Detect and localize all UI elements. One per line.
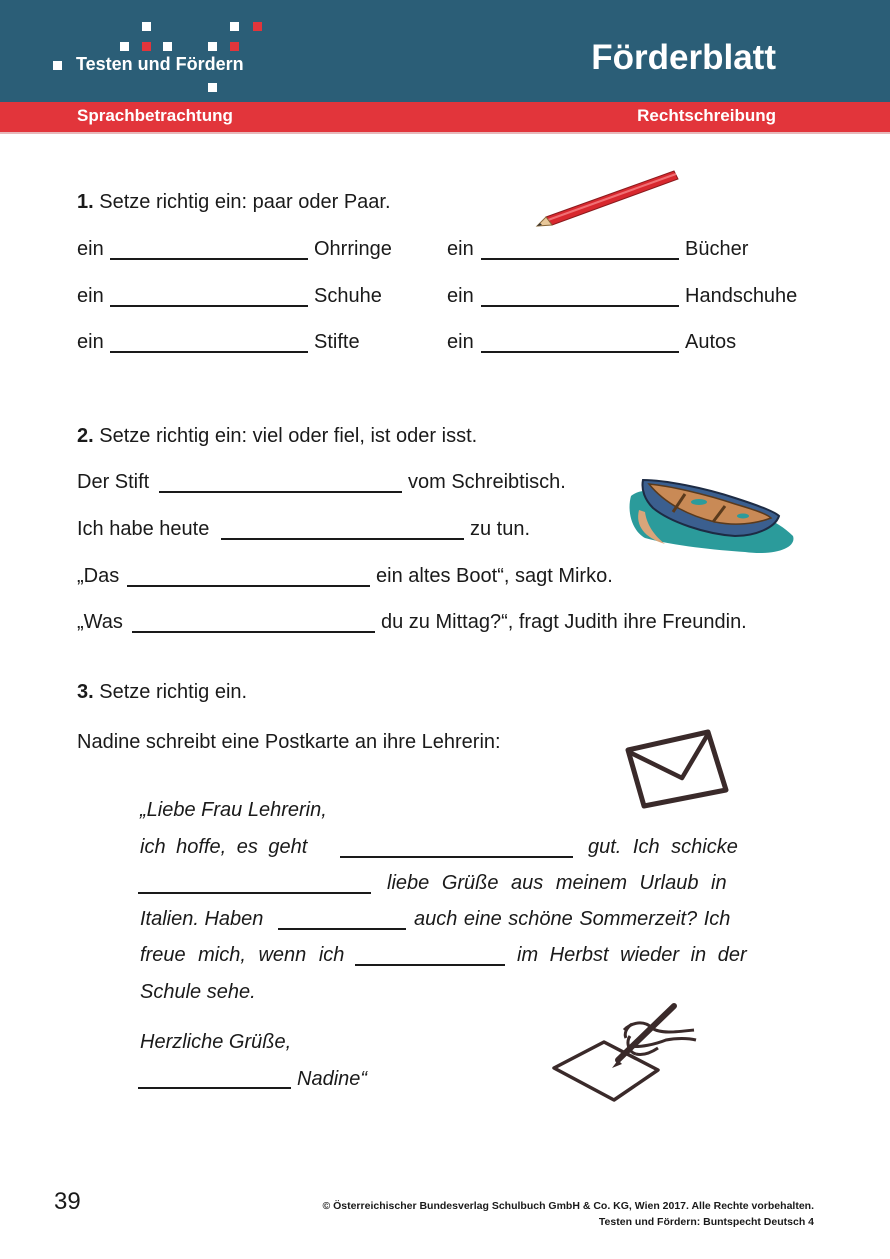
letter-blank2[interactable] <box>138 892 371 894</box>
letter-line1-b: gut. Ich schicke <box>588 836 738 858</box>
page-title: Förderblatt <box>591 38 776 77</box>
letter-line2: liebe Grüße aus meinem Urlaub in <box>387 872 727 894</box>
letter-line1-a: ich hoffe, es geht <box>140 836 308 858</box>
task2-s4-blank[interactable] <box>132 631 375 633</box>
task1-row2-right-blank[interactable] <box>481 305 679 307</box>
task1-row3-right-noun: Autos <box>685 331 737 353</box>
task2-s1-before: Der Stift <box>77 471 150 493</box>
task1-row3-left-noun: Stifte <box>314 331 360 353</box>
task2-s4-after: du zu Mittag?“, fragt Judith ihre Freundin. <box>381 611 747 633</box>
task3-number: 3. <box>77 681 94 703</box>
page-number: 39 <box>54 1188 81 1215</box>
logo-mark <box>0 0 300 100</box>
task2-s2-before: Ich habe heute <box>77 518 210 540</box>
task1-row3-right-article: ein <box>447 331 474 353</box>
subject-left: Sprachbetrachtung <box>77 106 233 125</box>
task1-row1-left-noun: Ohrringe <box>314 238 392 260</box>
letter-line4-b: im Herbst wieder in der <box>517 944 747 966</box>
task1-row1-right-noun: Bücher <box>685 238 749 260</box>
task1-row3-right-blank[interactable] <box>481 351 679 353</box>
task1-row1-left-blank[interactable] <box>110 258 308 260</box>
task2-s3-blank[interactable] <box>127 585 370 587</box>
task1-row2-right-noun: Handschuhe <box>685 285 798 307</box>
letter-closing: Herzliche Grüße, <box>140 1031 292 1053</box>
task1-number: 1. <box>77 191 94 213</box>
letter-blank1[interactable] <box>340 856 573 858</box>
task1-row2-right-article: ein <box>447 285 474 307</box>
task2-s2-blank[interactable] <box>221 538 464 540</box>
letter-salutation: „Liebe Frau Lehrerin, <box>140 799 327 821</box>
series-text: Testen und Fördern: Buntspecht Deutsch 4 <box>598 1216 814 1228</box>
task1-row2-left-article: ein <box>77 285 104 307</box>
logo-text: Testen und Fördern <box>76 54 244 74</box>
task2-s2-after: zu tun. <box>470 518 531 540</box>
task3-intro: Nadine schreibt eine Postkarte an ihre Lehrerin: <box>77 731 501 753</box>
logo-square <box>53 61 62 70</box>
task1-row1-right-article: ein <box>447 238 474 260</box>
envelope-icon <box>622 726 732 812</box>
task1-row2-left-blank[interactable] <box>110 305 308 307</box>
copyright-text: © Österreichischer Bundesverlag Schulbuch GmbH & Co. KG, Wien 2017. Alle Rechte vorbehalten. <box>322 1200 814 1212</box>
task2-heading <box>77 425 477 448</box>
letter-signature: Nadine“ <box>297 1068 368 1090</box>
task1-heading <box>77 191 391 214</box>
task2-s1-after: vom Schreibtisch. <box>408 471 566 493</box>
letter-line5: Schule sehe. <box>140 981 256 1003</box>
letter-blank5[interactable] <box>138 1087 291 1089</box>
writing-hand-icon <box>548 1000 698 1108</box>
letter-line3-a: Italien. Haben <box>140 908 264 930</box>
task3-heading <box>77 681 247 704</box>
task1-row3-left-article: ein <box>77 331 104 353</box>
task3-instruction: Setze richtig ein. <box>99 681 248 703</box>
task2-instruction: Setze richtig ein: viel oder fiel, ist oder isst. <box>99 425 478 447</box>
task2-s3-after: ein altes Boot“, sagt Mirko. <box>376 565 613 587</box>
task2-s3-before: „Das <box>77 565 120 587</box>
letter-line4-a: freue mich, wenn ich <box>140 944 345 966</box>
task1-row2-left-noun: Schuhe <box>314 285 382 307</box>
task2-s1-blank[interactable] <box>159 491 402 493</box>
task1-row3-left-blank[interactable] <box>110 351 308 353</box>
task1-instruction: Setze richtig ein: paar oder Paar. <box>99 191 391 213</box>
task2-s4-before: „Was <box>77 611 123 633</box>
letter-line3-b: auch eine schöne Sommerzeit? Ich <box>414 908 731 930</box>
task1-row1-right-blank[interactable] <box>481 258 679 260</box>
task2-number: 2. <box>77 425 94 447</box>
letter-blank4[interactable] <box>355 964 505 966</box>
task1-row1-left-article: ein <box>77 238 104 260</box>
red-pencil-icon <box>532 165 682 230</box>
subject-bar-shadow <box>0 132 890 134</box>
letter-blank3[interactable] <box>278 928 406 930</box>
boat-icon <box>625 466 797 558</box>
subject-right: Rechtschreibung <box>637 106 776 125</box>
